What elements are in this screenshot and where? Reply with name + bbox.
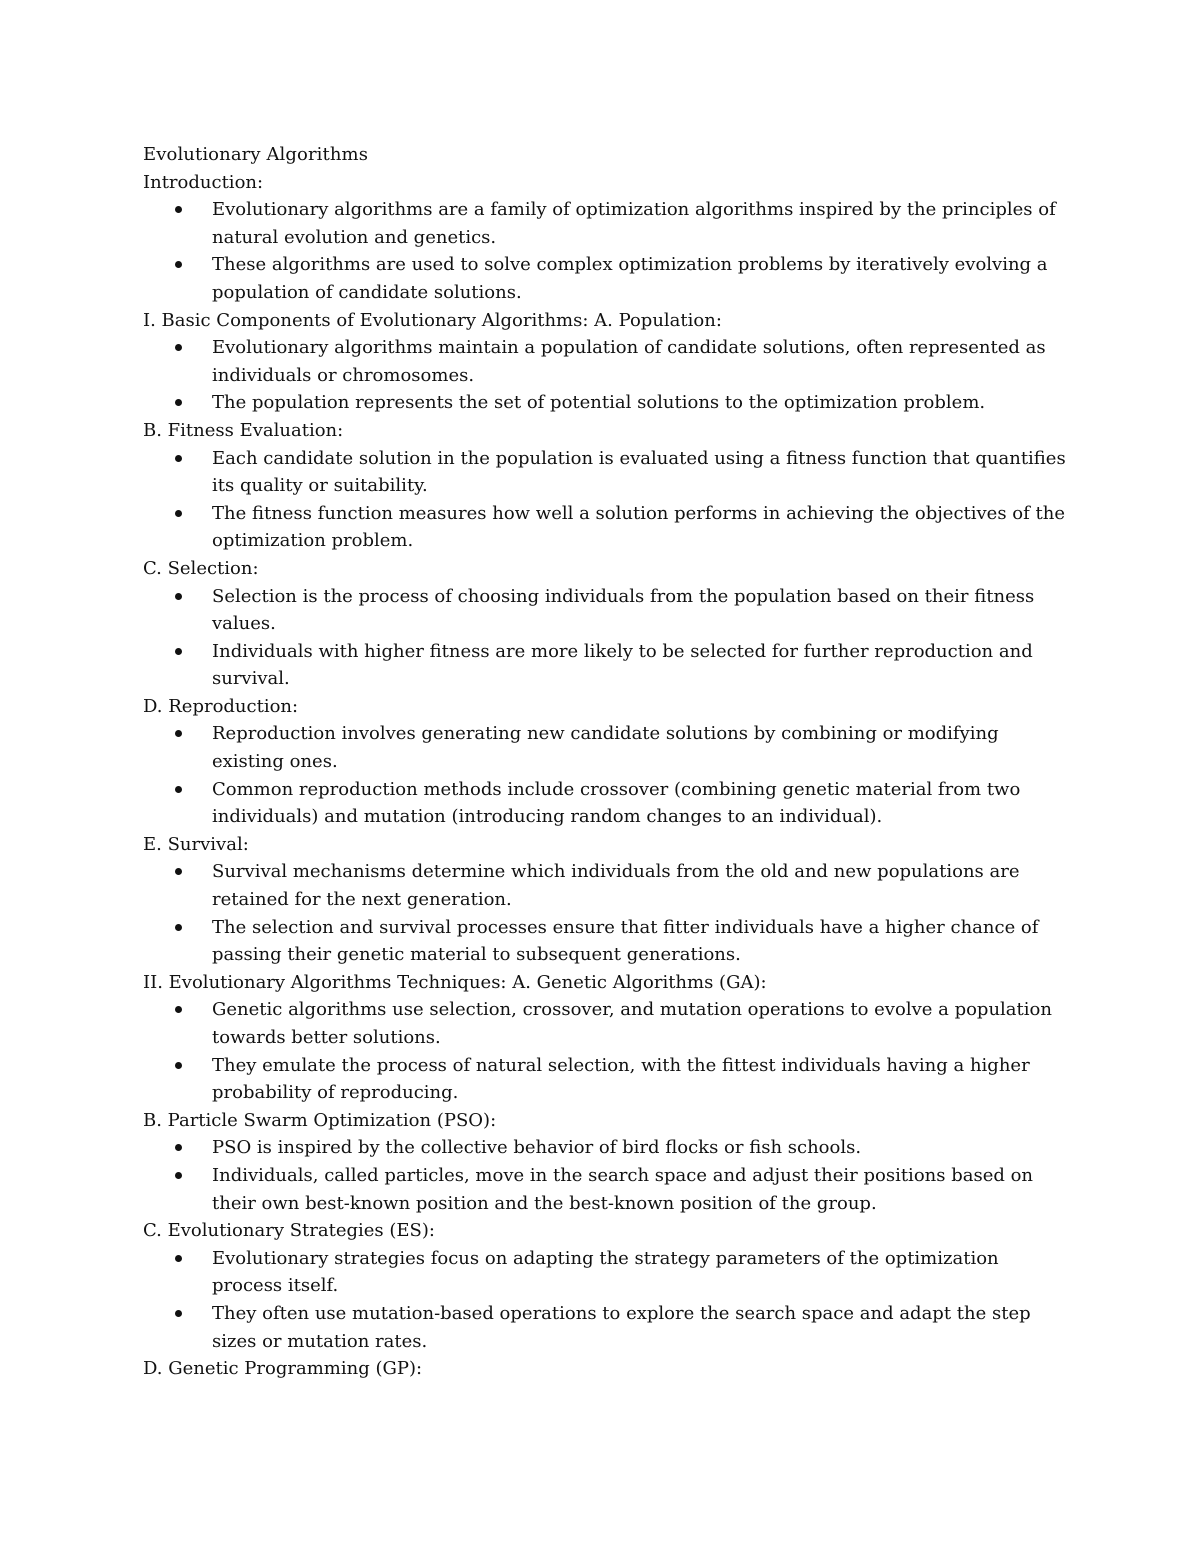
bullet-text: They emulate the process of natural selection, with the fittest individuals having a higher probability of reproducing. <box>212 1054 1030 1104</box>
intro-heading: Introduction: <box>143 171 264 193</box>
bullet-text: The fitness function measures how well a solution performs in achieving the objectives of the optimization problem. <box>212 502 1065 552</box>
bullet-icon <box>175 344 182 351</box>
bullet-icon <box>175 261 182 268</box>
bullet-item <box>143 638 1068 693</box>
bullet-item <box>143 251 1068 306</box>
bullet-icon <box>175 648 182 655</box>
bullet-item <box>143 1134 1068 1162</box>
section-heading: C. Selection: <box>143 557 259 579</box>
bullet-text: PSO is inspired by the collective behavior of bird flocks or fish schools. <box>212 1137 862 1159</box>
bullet-item <box>143 334 1068 389</box>
bullet-icon <box>175 455 182 462</box>
bullet-icon <box>175 593 182 600</box>
section-bullet-list <box>143 334 1068 417</box>
bullet-text: The population represents the set of potential solutions to the optimization problem. <box>212 392 986 414</box>
bullet-icon <box>175 1255 182 1262</box>
section-heading: D. Reproduction: <box>143 695 299 717</box>
intro-bullet-list <box>143 196 1068 306</box>
bullet-item <box>143 776 1068 831</box>
section-heading: I. Basic Components of Evolutionary Algorithms: A. Population: <box>143 309 722 331</box>
bullet-text: Evolutionary strategies focus on adapting the strategy parameters of the optimization process itself. <box>212 1247 999 1297</box>
bullet-icon <box>175 399 182 406</box>
bullet-item <box>143 1162 1068 1217</box>
section-heading: E. Survival: <box>143 833 249 855</box>
section-bullet-list <box>143 858 1068 968</box>
bullet-icon <box>175 1172 182 1179</box>
section-heading: C. Evolutionary Strategies (ES): <box>143 1220 435 1242</box>
bullet-text: These algorithms are used to solve complex optimization problems by iteratively evolving a population of candidate solutions. <box>212 254 1048 303</box>
bullet-text: Selection is the process of choosing individuals from the population based on their fitness values. <box>212 585 1035 635</box>
bullet-item <box>143 1245 1068 1300</box>
document-title: Evolutionary Algorithms <box>143 144 369 165</box>
section-bullet-list <box>143 1134 1068 1217</box>
bullet-icon <box>175 1062 182 1069</box>
bullet-icon <box>175 924 182 931</box>
bullet-item <box>143 996 1068 1051</box>
bullet-item <box>143 445 1068 500</box>
section-heading: II. Evolutionary Algorithms Techniques: A. Genetic Algorithms (GA): <box>143 971 767 993</box>
bullet-icon <box>175 730 182 737</box>
section-bullet-list <box>143 996 1068 1106</box>
section-heading: B. Particle Swarm Optimization (PSO): <box>143 1109 497 1131</box>
bullet-icon <box>175 510 182 517</box>
section-heading: B. Fitness Evaluation: <box>143 419 344 441</box>
bullet-item <box>143 500 1068 555</box>
bullet-item <box>143 583 1068 638</box>
bullet-item <box>143 196 1068 251</box>
bullet-text: Each candidate solution in the population is evaluated using a fitness function that quantifies its quality or suitability. <box>212 447 1066 497</box>
bullet-icon <box>175 1310 182 1317</box>
bullet-text: Evolutionary algorithms are a family of optimization algorithms inspired by the principles of natural evolution and genetics. <box>212 199 1056 248</box>
bullet-text: Genetic algorithms use selection, crossover, and mutation operations to evolve a population towards better solutions. <box>212 999 1052 1048</box>
bullet-icon <box>175 868 182 875</box>
document-body <box>143 141 1068 1383</box>
bullet-item <box>143 1300 1068 1355</box>
bullet-text: They often use mutation-based operations to explore the search space and adapt the step sizes or mutation rates. <box>212 1302 1031 1352</box>
bullet-text: The selection and survival processes ensure that fitter individuals have a higher chance of passing their genetic material to subsequent generations. <box>212 916 1039 966</box>
bullet-text: Survival mechanisms determine which individuals from the old and new populations are retained for the next generation. <box>212 861 1020 911</box>
section-bullet-list <box>143 1245 1068 1355</box>
section-heading: D. Genetic Programming (GP): <box>143 1358 423 1380</box>
bullet-icon <box>175 1006 182 1013</box>
bullet-text: Common reproduction methods include crossover (combining genetic material from two individuals) and mutation (introducing random changes to an individual). <box>212 778 1021 828</box>
bullet-text: Reproduction involves generating new candidate solutions by combining or modifying existing ones. <box>212 723 999 773</box>
bullet-icon <box>175 786 182 793</box>
bullet-item <box>143 914 1068 969</box>
bullet-text: Evolutionary algorithms maintain a population of candidate solutions, often represented as individuals or chromosomes. <box>212 337 1046 386</box>
section-bullet-list <box>143 720 1068 830</box>
bullet-item <box>143 720 1068 775</box>
bullet-text: Individuals with higher fitness are more likely to be selected for further reproduction and survival. <box>212 640 1033 690</box>
bullet-item <box>143 1052 1068 1107</box>
bullet-item <box>143 858 1068 913</box>
section-bullet-list <box>143 583 1068 693</box>
bullet-icon <box>175 1144 182 1151</box>
section-bullet-list <box>143 445 1068 555</box>
bullet-text: Individuals, called particles, move in the search space and adjust their positions based on their own best-known position and the best-known position of the group. <box>212 1164 1034 1214</box>
bullet-icon <box>175 206 182 213</box>
bullet-item <box>143 389 1068 417</box>
